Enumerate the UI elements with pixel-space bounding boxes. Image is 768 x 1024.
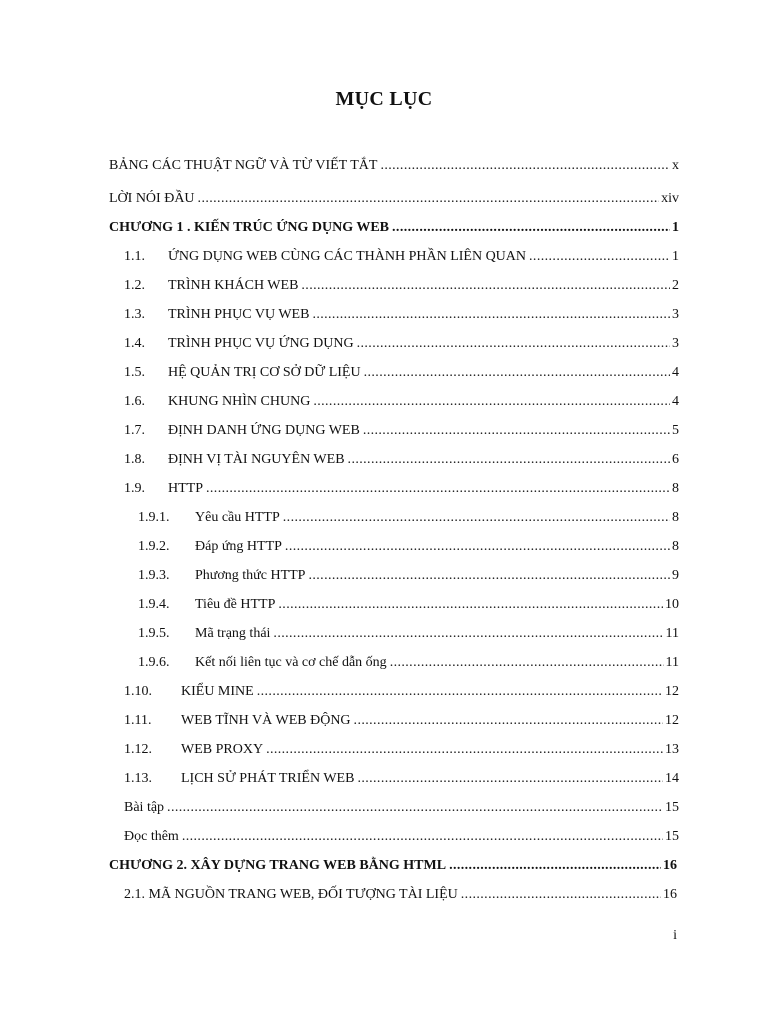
toc-entry-page: 12	[665, 684, 679, 699]
toc-entry-1-3[interactable]	[124, 304, 679, 326]
dot-leader	[357, 333, 670, 355]
toc-entry-label: TRÌNH KHÁCH WEB	[168, 278, 299, 293]
toc-entry-label: ỨNG DỤNG WEB CÙNG CÁC THÀNH PHẦN LIÊN QUAN	[168, 249, 527, 264]
page-title: MỤC LỤC	[335, 88, 433, 110]
toc-entry-page: 14	[665, 771, 679, 786]
toc-entry-number: 1.4.	[124, 336, 145, 351]
dot-leader	[301, 275, 670, 297]
toc-entry-label: Kết nối liên tục và cơ chế dẫn ống	[195, 655, 387, 670]
toc-entry-page: 6	[672, 452, 679, 467]
toc-entry-exercises[interactable]	[124, 797, 679, 819]
toc-entry-number: 1.9.3.	[138, 568, 170, 583]
toc-entry-page: 1	[672, 249, 679, 264]
toc-entry-page: 8	[672, 510, 679, 525]
toc-entry-label: WEB PROXY	[181, 742, 264, 757]
toc-entry-number: 1.10.	[124, 684, 152, 699]
toc-entry-number: 1.13.	[124, 771, 152, 786]
toc-entry-page: 9	[672, 568, 679, 583]
dot-leader	[461, 884, 661, 906]
dot-leader	[308, 565, 670, 587]
dot-leader	[529, 246, 670, 268]
toc-entry-label: HỆ QUẢN TRỊ CƠ SỞ DỮ LIỆU	[168, 365, 361, 380]
toc-entry-1-9-6[interactable]	[138, 652, 679, 674]
dot-leader	[167, 797, 663, 819]
toc-entry-chapter-2[interactable]	[109, 855, 677, 877]
toc-entry-label: BẢNG CÁC THUẬT NGỮ VÀ TỪ VIẾT TẮT	[109, 158, 378, 173]
toc-entry-1-10[interactable]	[124, 681, 679, 703]
toc-entry-page: 13	[665, 742, 679, 757]
toc-entry-number: 1.9.6.	[138, 655, 170, 670]
dot-leader	[283, 507, 670, 529]
toc-entry-2-1[interactable]	[124, 884, 677, 906]
toc-entry-number: 1.9.1.	[138, 510, 170, 525]
toc-entry-1-6[interactable]	[124, 391, 679, 413]
toc-entry-1-4[interactable]	[124, 333, 679, 355]
toc-entry-number: 1.2.	[124, 278, 145, 293]
toc-entry-label: Mã trạng thái	[195, 626, 271, 641]
dot-leader	[278, 594, 663, 616]
toc-entry-page: 11	[665, 655, 679, 670]
toc-entry-number: 1.8.	[124, 452, 145, 467]
toc-entry-page: x	[672, 158, 679, 173]
dot-leader	[364, 362, 670, 384]
toc-entry-1-13[interactable]	[124, 768, 679, 790]
dot-leader	[198, 188, 660, 210]
toc-entry-label: CHƯƠNG 1 . KIẾN TRÚC ỨNG DỤNG WEB	[109, 220, 390, 235]
toc-entry-page: 1	[672, 220, 679, 235]
toc-entry-label: TRÌNH PHỤC VỤ ỨNG DỤNG	[168, 336, 354, 351]
dot-leader	[390, 652, 664, 674]
toc-entry-preface[interactable]	[109, 188, 679, 210]
toc-entry-page: 8	[672, 481, 679, 496]
toc-entry-number: 1.9.	[124, 481, 145, 496]
toc-entry-page: 3	[672, 336, 679, 351]
toc-entry-number: 1.12.	[124, 742, 152, 757]
toc-entry-number: 1.9.4.	[138, 597, 170, 612]
toc-entry-1-9-3[interactable]	[138, 565, 679, 587]
toc-entry-page: 16	[663, 887, 677, 902]
toc-entry-label: Bài tập	[124, 800, 165, 815]
toc-entry-chapter-1[interactable]	[109, 217, 679, 239]
toc-entry-number: 1.9.5.	[138, 626, 170, 641]
toc-entry-page: 11	[665, 626, 679, 641]
dot-leader	[363, 420, 670, 442]
toc-entry-1-7[interactable]	[124, 420, 679, 442]
dot-leader	[206, 478, 670, 500]
toc-entry-page: 4	[672, 394, 679, 409]
toc-entry-label: HTTP	[168, 481, 203, 496]
toc-entry-page: 2	[672, 278, 679, 293]
toc-entry-label: Yêu cầu HTTP	[195, 510, 280, 525]
toc-entry-1-5[interactable]	[124, 362, 679, 384]
toc-entry-1-9-4[interactable]	[138, 594, 679, 616]
dot-leader	[266, 739, 663, 761]
dot-leader	[348, 449, 670, 471]
toc-entry-1-9-5[interactable]	[138, 623, 679, 645]
dot-leader	[313, 391, 670, 413]
toc-entry-label: Tiêu đề HTTP	[195, 597, 276, 612]
toc-entry-number: 1.11.	[124, 713, 152, 728]
toc-entry-1-9[interactable]	[124, 478, 679, 500]
toc-entry-label: Phương thức HTTP	[195, 568, 306, 583]
toc-entry-1-9-1[interactable]	[138, 507, 679, 529]
toc-entry-label: WEB TĨNH VÀ WEB ĐỘNG	[181, 713, 351, 728]
toc-entry-page: 12	[665, 713, 679, 728]
toc-entry-label: KHUNG NHÌN CHUNG	[168, 394, 311, 409]
toc-entry-number: 1.1.	[124, 249, 145, 264]
toc-entry-number: 1.3.	[124, 307, 145, 322]
toc-entry-1-2[interactable]	[124, 275, 679, 297]
toc-entry-1-11[interactable]	[124, 710, 679, 732]
toc-entry-further-reading[interactable]	[124, 826, 679, 848]
toc-entry-label: Đọc thêm	[124, 829, 179, 844]
toc-entry-label: TRÌNH PHỤC VỤ WEB	[168, 307, 310, 322]
toc-entry-number: 1.9.2.	[138, 539, 170, 554]
toc-entry-number: 1.6.	[124, 394, 145, 409]
dot-leader	[449, 855, 661, 877]
toc-entry-label: LỊCH SỬ PHÁT TRIỂN WEB	[181, 771, 355, 786]
dot-leader	[312, 304, 670, 326]
toc-entry-page: 16	[663, 858, 677, 873]
toc-entry-page: 8	[672, 539, 679, 554]
page-number: i	[673, 928, 677, 943]
toc-entry-page: xiv	[661, 191, 679, 206]
dot-leader	[273, 623, 663, 645]
toc-entry-label: CHƯƠNG 2. XÂY DỰNG TRANG WEB BẰNG HTML	[109, 858, 447, 873]
dot-leader	[354, 710, 663, 732]
toc-entry-label: LỜI NÓI ĐẦU	[109, 191, 195, 206]
toc-entry-label: Đáp ứng HTTP	[195, 539, 282, 554]
toc-entry-number: 1.5.	[124, 365, 145, 380]
toc-entry-1-12[interactable]	[124, 739, 679, 761]
toc-entry-page: 15	[665, 829, 679, 844]
toc-entry-glossary[interactable]	[109, 155, 679, 177]
toc-entry-page: 10	[665, 597, 679, 612]
toc-entry-page: 5	[672, 423, 679, 438]
dot-leader	[182, 826, 663, 848]
toc-entry-page: 3	[672, 307, 679, 322]
toc-entry-label: KIỂU MINE	[181, 684, 254, 699]
dot-leader	[357, 768, 663, 790]
toc-entry-label: 2.1. MÃ NGUỒN TRANG WEB, ĐỐI TƯỢNG TÀI LIỆU	[124, 887, 458, 902]
toc-entry-1-8[interactable]	[124, 449, 679, 471]
toc-entry-page: 4	[672, 365, 679, 380]
toc-entry-page: 15	[665, 800, 679, 815]
toc-entry-label: ĐỊNH DANH ỨNG DỤNG WEB	[168, 423, 360, 438]
toc-entry-1-1[interactable]	[124, 246, 679, 268]
toc-entry-number: 1.7.	[124, 423, 145, 438]
dot-leader	[380, 155, 670, 177]
dot-leader	[257, 681, 663, 703]
toc-entry-label: ĐỊNH VỊ TÀI NGUYÊN WEB	[168, 452, 345, 467]
dot-leader	[285, 536, 670, 558]
dot-leader	[392, 217, 670, 239]
toc-entry-1-9-2[interactable]	[138, 536, 679, 558]
